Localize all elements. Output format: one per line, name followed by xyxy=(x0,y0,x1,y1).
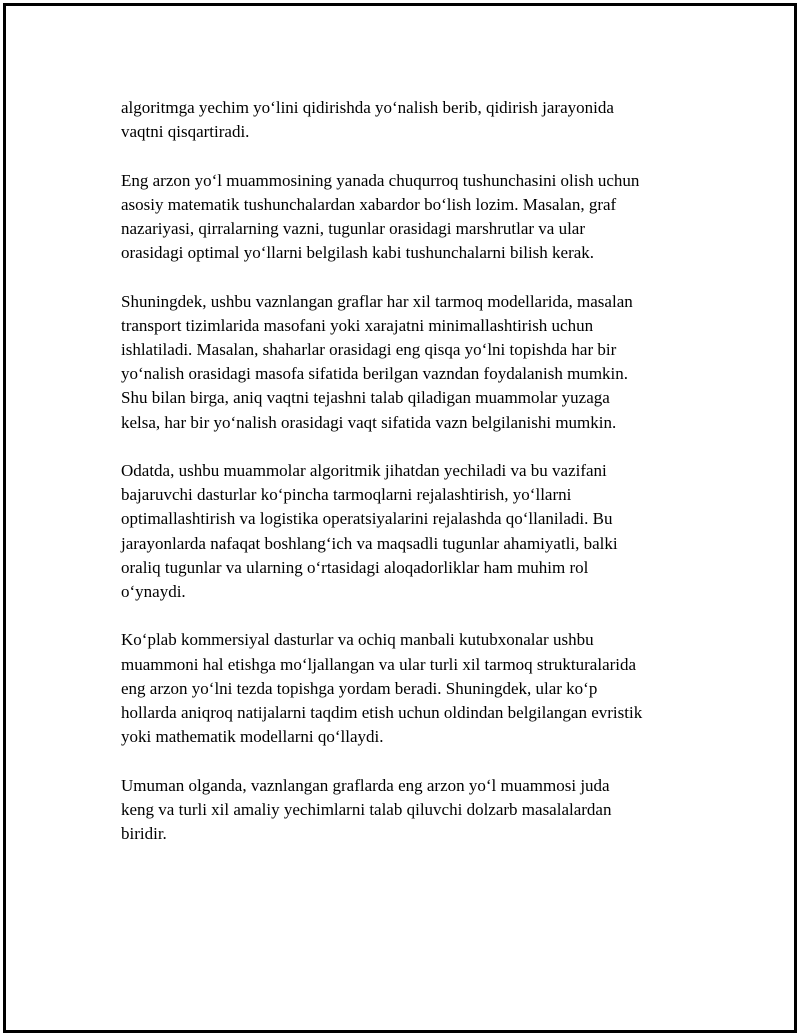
paragraph-2: Eng arzon yo‘l muammosining yanada chuqurroq tushunchasini olish uchun asosiy matematik tushunchalardan xabardor bo‘lish lozim. Masalan, graf nazariyasi, qirralarning vazni, tugunlar orasidagi marshrutlar va ular orasidagi optimal yo‘llarni belgilash kabi tushunchalarni bilish kerak. xyxy=(121,170,640,263)
page-frame xyxy=(3,3,797,1033)
document-body xyxy=(121,96,696,846)
paragraph-4: Odatda, ushbu muammolar algoritmik jihatdan yechiladi va bu vazifani bajaruvchi dasturlar ko‘pincha tarmoqlarni rejalashtirish, yo‘llarni optimallashtirish va logistika operatsiyalarini rejalashda qo‘llaniladi. Bu jarayonlarda nafaqat boshlang‘ich va maqsadli tugunlar ahamiyatli, balki oraliq tugunlar va ularning o‘rtasidagi aloqadorliklar ham muhim rol o‘ynaydi. xyxy=(121,461,618,602)
paragraph-3: Shuningdek, ushbu vaznlangan graflar har xil tarmoq modellarida, masalan transport tizimlarida masofani yoki xarajatni minimallashtirish uchun ishlatiladi. Masalan, shaharlar orasidagi eng qisqa yo‘lni topishda har bir yo‘nalish orasidagi masofa sifatida berilgan vazndan foydalanish mumkin. Shu bilan birga, aniq vaqtni tejashni talab qiladigan muammolar yuzaga kelsa, har bir yo‘nalish orasidagi vaqt sifatida vazn belgilanishi mumkin. xyxy=(121,291,633,432)
paragraph-5: Ko‘plab kommersiyal dasturlar va ochiq manbali kutubxonalar ushbu muammoni hal etishga mo‘ljallangan va ular turli xil tarmoq strukturalarida eng arzon yo‘lni tezda topishga yordam beradi. Shuningdek, ular ko‘p hollarda aniqroq natijalarni taqdim etish uchun oldindan belgilangan evristik yoki mathematik modellarni qo‘llaydi. xyxy=(121,630,643,747)
paragraph-6: Umuman olganda, vaznlangan graflarda eng arzon yo‘l muammosi juda keng va turli xil amaliy yechimlarni talab qiluvchi dolzarb masalalardan biridir. xyxy=(121,775,612,844)
paragraph-1: algoritmga yechim yo‘lini qidirishda yo‘nalish berib, qidirish jarayonida vaqtni qisqartiradi. xyxy=(121,98,614,142)
